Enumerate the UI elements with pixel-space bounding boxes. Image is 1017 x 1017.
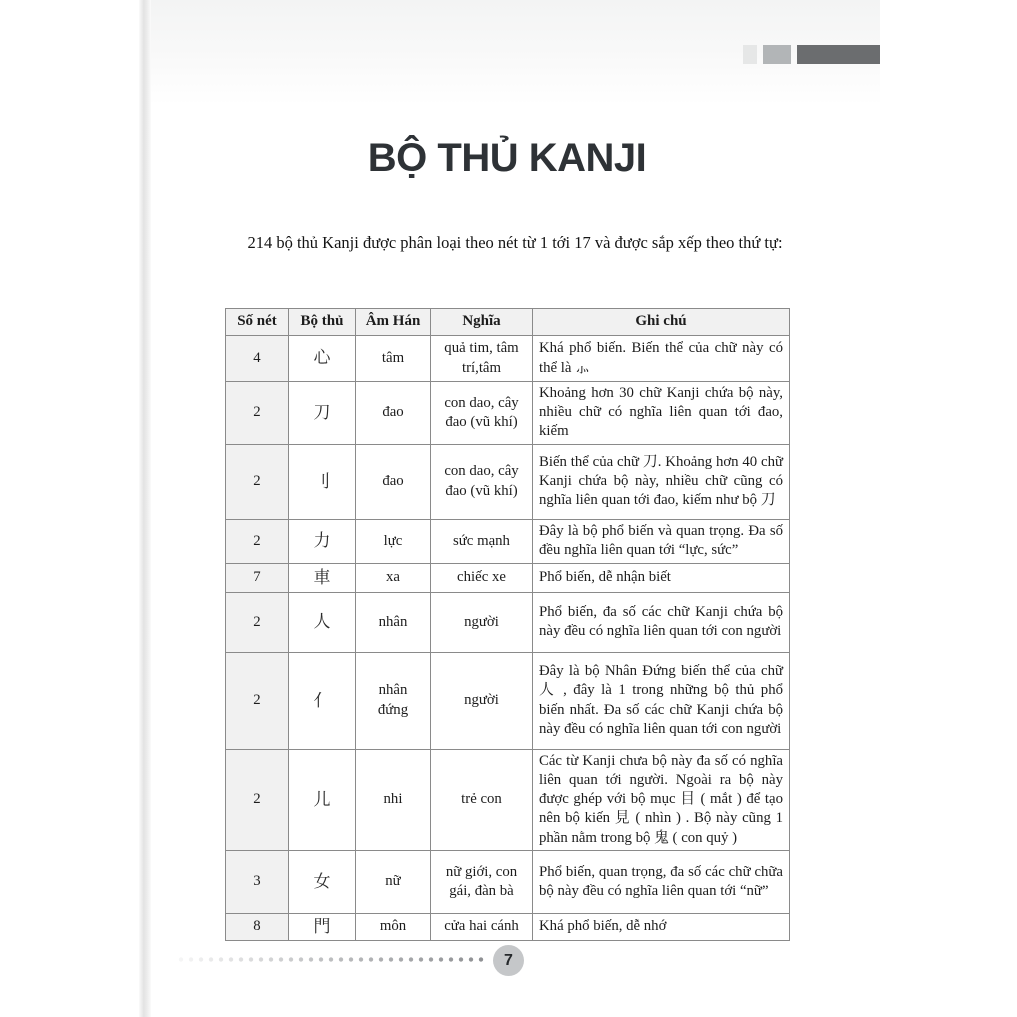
cell-nghia: con dao, cây đao (vũ khí)	[431, 444, 533, 519]
cell-ghi-chu: Phổ biến, đa số các chữ Kanji chứa bộ này đều có nghĩa liên quan tới con người	[533, 592, 790, 652]
cell-nghia: quả tim, tâm trí,tâm	[431, 336, 533, 382]
cell-am-han: nhân đứng	[356, 652, 431, 749]
decor-bar-dark	[797, 45, 880, 64]
cell-ghi-chu: Khoảng hơn 30 chữ Kanji chứa bộ này, nhiều chữ có nghĩa liên quan tới đao, kiếm	[533, 382, 790, 445]
cell-am-han: nữ	[356, 850, 431, 913]
cell-radical-glyph: 女	[289, 850, 356, 913]
cell-ghi-chu: Đây là bộ Nhân Đứng biến thể của chữ 人 , đây là 1 trong những bộ thủ phổ biến nhất. Đa số các chữ Kanji chứa bộ này đều có nghĩa liên quan tới con người	[533, 652, 790, 749]
cell-ghi-chu: Phổ biến, quan trọng, đa số các chữ chữa bộ này đều có nghĩa liên quan tới “nữ”	[533, 850, 790, 913]
radicals-table	[225, 308, 790, 941]
cell-so-net: 2	[226, 652, 289, 749]
cell-radical-glyph: 人	[289, 592, 356, 652]
cell-so-net: 7	[226, 563, 289, 592]
decor-bar-medium	[763, 45, 791, 64]
cell-radical-glyph: 儿	[289, 749, 356, 850]
cell-so-net: 4	[226, 336, 289, 382]
cell-ghi-chu: Khá phổ biến. Biến thể của chữ này có thể là ⺗	[533, 336, 790, 382]
cell-am-han: đao	[356, 444, 431, 519]
cell-am-han: nhân	[356, 592, 431, 652]
cell-so-net: 2	[226, 592, 289, 652]
table-row	[226, 563, 790, 592]
intro-text: 214 bộ thủ Kanji được phân loại theo nét từ 1 tới 17 và được sắp xếp theo thứ tự:	[247, 233, 783, 252]
cell-nghia: cửa hai cánh	[431, 913, 533, 940]
page-number: 7	[504, 951, 513, 969]
table-row	[226, 749, 790, 850]
header-bo-thu: Bộ thủ	[289, 309, 356, 336]
table-row	[226, 336, 790, 382]
cell-radical-glyph: 心	[289, 336, 356, 382]
cell-ghi-chu: Đây là bộ phổ biến và quan trọng. Đa số đều nghĩa liên quan tới “lực, sức”	[533, 519, 790, 563]
page-title: BỘ THỦ KANJI	[367, 136, 647, 180]
page-number-badge	[493, 945, 524, 976]
table-row	[226, 850, 790, 913]
cell-radical-glyph: 亻	[289, 652, 356, 749]
header-so-net: Số nét	[226, 309, 289, 336]
cell-nghia: sức mạnh	[431, 519, 533, 563]
cell-radical-glyph: 力	[289, 519, 356, 563]
cell-nghia: con dao, cây đao (vũ khí)	[431, 382, 533, 445]
cell-nghia: trẻ con	[431, 749, 533, 850]
cell-am-han: môn	[356, 913, 431, 940]
table-row	[226, 444, 790, 519]
cell-ghi-chu: Phổ biến, dễ nhận biết	[533, 563, 790, 592]
cell-radical-glyph: 車	[289, 563, 356, 592]
cell-nghia: người	[431, 652, 533, 749]
footer-dotted-line-fade	[178, 954, 484, 965]
decor-bar-light	[743, 45, 757, 64]
table-row	[226, 592, 790, 652]
header-ghi-chu: Ghi chú	[533, 309, 790, 336]
header-am-han: Âm Hán	[356, 309, 431, 336]
cell-so-net: 2	[226, 444, 289, 519]
cell-am-han: lực	[356, 519, 431, 563]
cell-nghia: chiếc xe	[431, 563, 533, 592]
cell-so-net: 3	[226, 850, 289, 913]
table-row	[226, 913, 790, 940]
cell-so-net: 8	[226, 913, 289, 940]
cell-radical-glyph: 刀	[289, 382, 356, 445]
cell-am-han: tâm	[356, 336, 431, 382]
cell-radical-glyph: 刂	[289, 444, 356, 519]
table-header-row	[226, 309, 790, 336]
table-row	[226, 382, 790, 445]
cell-ghi-chu: Biến thể của chữ 刀. Khoảng hơn 40 chữ Kanji chứa bộ này, nhiều chữ cũng có nghĩa liên quan tới đao, kiếm như bộ 刀	[533, 444, 790, 519]
cell-radical-glyph: 門	[289, 913, 356, 940]
cell-ghi-chu: Các từ Kanji chưa bộ này đa số có nghĩa liên quan tới người. Ngoài ra bộ này được ghép với bộ mục 目 ( mắt ) để tạo nên bộ kiến 見 ( nhìn ) . Bộ này cũng 1 phần nằm trong bộ 鬼 ( con quỷ )	[533, 749, 790, 850]
cell-so-net: 2	[226, 382, 289, 445]
cell-am-han: đao	[356, 382, 431, 445]
table-row	[226, 519, 790, 563]
cell-so-net: 2	[226, 519, 289, 563]
header-nghia: Nghĩa	[431, 309, 533, 336]
cell-ghi-chu: Khá phổ biến, dễ nhớ	[533, 913, 790, 940]
cell-so-net: 2	[226, 749, 289, 850]
table-row	[226, 652, 790, 749]
cell-nghia: người	[431, 592, 533, 652]
cell-am-han: nhi	[356, 749, 431, 850]
cell-am-han: xa	[356, 563, 431, 592]
book-spine-edge	[139, 0, 151, 1017]
cell-nghia: nữ giới, con gái, đàn bà	[431, 850, 533, 913]
